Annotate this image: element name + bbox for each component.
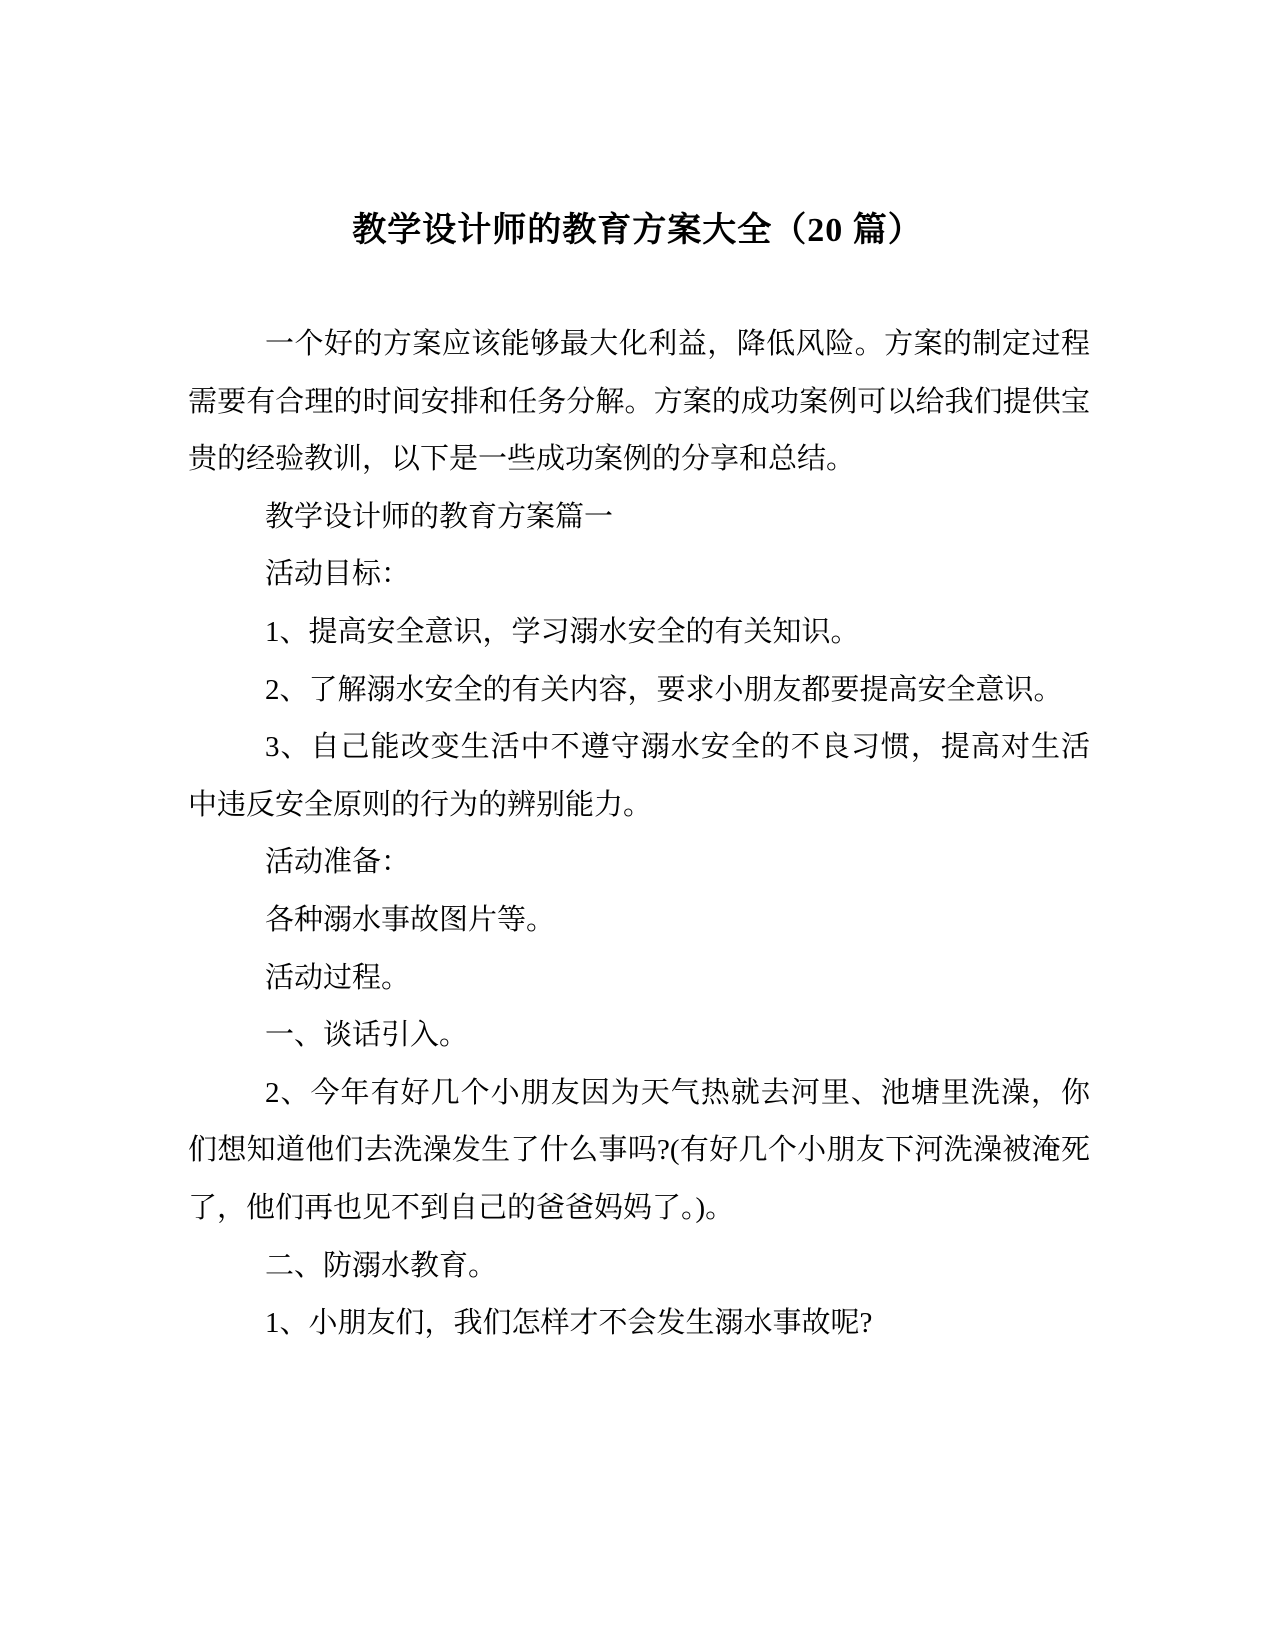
- paragraph: 1、小朋友们，我们怎样才不会发生溺水事故呢?: [265, 1307, 873, 1340]
- paragraph: 活动准备：: [265, 846, 411, 879]
- paragraph: 教学设计师的教育方案篇一: [265, 500, 614, 533]
- paragraph: 2、了解溺水安全的有关内容，要求小朋友都要提高安全意识。: [265, 673, 1063, 706]
- paragraph: 活动过程。: [265, 961, 411, 994]
- paragraph: 活动目标：: [265, 558, 411, 591]
- paragraph: 2、今年有好几个小朋友因为天气热就去河里、池塘里洗澡，你们想知道他们去洗澡发生了什么事吗?(有好几个小朋友下河洗澡被淹死了，他们再也见不到自己的爸爸妈妈了。)。: [188, 1076, 1090, 1224]
- paragraph: 一、谈话引入。: [265, 1019, 469, 1052]
- paragraph: 二、防溺水教育。: [265, 1249, 498, 1282]
- paragraph: 各种溺水事故图片等。: [265, 903, 556, 936]
- paragraph: 3、自己能改变生活中不遵守溺水安全的不良习惯，提高对生活中违反安全原则的行为的辨别能力。: [188, 731, 1090, 821]
- paragraph: 1、提高安全意识，学习溺水安全的有关知识。: [265, 615, 860, 648]
- paragraph: 一个好的方案应该能够最大化利益，降低风险。方案的制定过程需要有合理的时间安排和任务分解。方案的成功案例可以给我们提供宝贵的经验教训，以下是一些成功案例的分享和总结。: [188, 328, 1090, 476]
- document-title: 教学设计师的教育方案大全（20 篇）: [352, 212, 923, 249]
- document-body: [188, 316, 1090, 1353]
